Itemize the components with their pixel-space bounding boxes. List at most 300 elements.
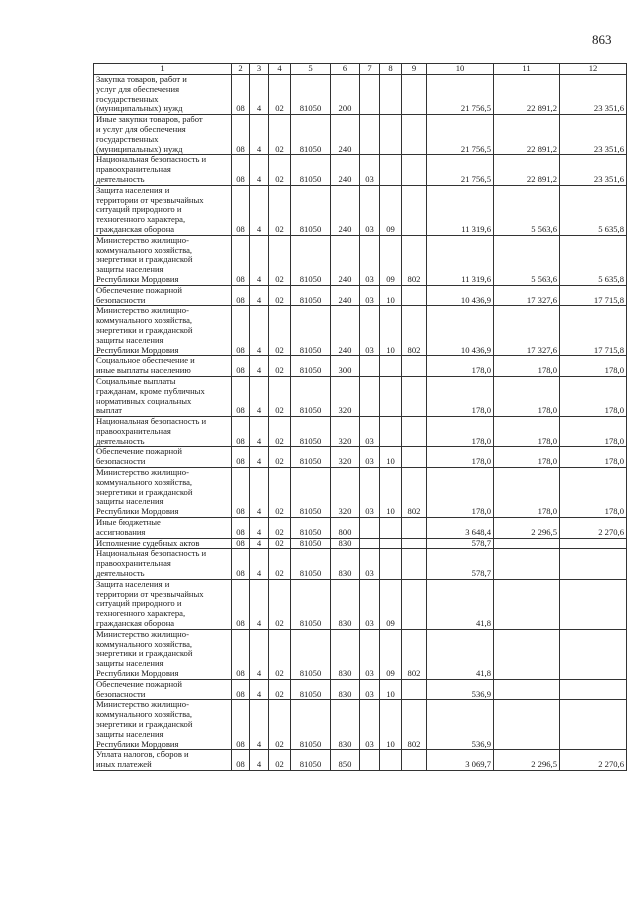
description-line: (муниципальных) нужд [96,143,183,154]
code-cell [380,376,402,416]
description-line: государственных [96,133,159,144]
code-cell: 200 [331,75,360,115]
code-cell: 02 [269,75,291,115]
code-cell: 08 [232,549,250,579]
table-row [94,155,627,185]
code-cell [402,538,427,549]
code-cell: 09 [380,579,402,629]
amount-cell: 178,0 [427,417,494,447]
description-line: коммунального хозяйства, [96,315,193,326]
description-line: Республики Мордовия [96,506,179,517]
amount-cell: 178,0 [560,417,627,447]
amount-cell: 10 436,9 [427,285,494,306]
amount-cell: 178,0 [494,468,560,518]
description-line: ассигнования [96,526,146,537]
code-cell: 08 [232,447,250,468]
code-cell [360,75,380,115]
code-cell: 81050 [291,376,331,416]
code-cell [380,750,402,771]
amount-cell: 178,0 [560,376,627,416]
table-row [94,679,627,700]
code-cell: 10 [380,447,402,468]
amount-cell: 5 635,8 [560,185,627,235]
code-cell: 81050 [291,185,331,235]
code-cell [402,155,427,185]
amount-cell [494,579,560,629]
code-cell [360,115,380,155]
code-cell: 03 [360,185,380,235]
code-cell: 08 [232,285,250,306]
code-cell: 4 [250,155,269,185]
code-cell: 02 [269,155,291,185]
code-cell: 802 [402,235,427,285]
code-cell [380,549,402,579]
code-cell: 08 [232,115,250,155]
code-cell: 240 [331,235,360,285]
code-cell: 81050 [291,417,331,447]
code-cell: 240 [331,306,360,356]
code-cell: 81050 [291,579,331,629]
amount-cell: 178,0 [427,447,494,468]
amount-cell: 22 891,2 [494,155,560,185]
amount-cell: 41,8 [427,629,494,679]
code-cell [380,356,402,377]
amount-cell: 578,7 [427,549,494,579]
code-cell: 4 [250,235,269,285]
code-cell: 320 [331,417,360,447]
amount-cell: 178,0 [560,356,627,377]
code-cell: 03 [360,417,380,447]
amount-cell: 3 648,4 [427,518,494,539]
code-cell: 4 [250,549,269,579]
code-cell: 02 [269,447,291,468]
code-cell: 81050 [291,285,331,306]
amount-cell: 2 296,5 [494,750,560,771]
code-cell: 4 [250,185,269,235]
amount-cell: 178,0 [494,356,560,377]
code-cell: 4 [250,285,269,306]
amount-cell: 178,0 [494,417,560,447]
code-cell: 81050 [291,750,331,771]
code-cell: 81050 [291,549,331,579]
code-cell: 4 [250,447,269,468]
table-row [94,700,627,750]
code-cell: 802 [402,468,427,518]
row-description [94,376,232,416]
description-line: деятельность [96,568,145,579]
amount-cell: 17 327,6 [494,285,560,306]
code-cell: 81050 [291,75,331,115]
amount-cell: 5 635,8 [560,235,627,285]
description-line: правоохранительная [96,558,171,569]
row-description [94,538,232,549]
table-row [94,75,627,115]
amount-cell: 5 563,6 [494,185,560,235]
row-description [94,185,232,235]
code-cell [380,417,402,447]
description-line: нормативных социальных [96,395,192,406]
row-description [94,155,232,185]
code-cell: 03 [360,549,380,579]
code-cell: 09 [380,235,402,285]
row-description [94,468,232,518]
code-cell: 81050 [291,235,331,285]
row-description [94,285,232,306]
amount-cell [560,579,627,629]
column-header: 11 [494,64,560,75]
code-cell [360,518,380,539]
row-description [94,549,232,579]
code-cell [360,538,380,549]
code-cell: 81050 [291,629,331,679]
row-description [94,579,232,629]
description-line: государственных [96,93,159,104]
code-cell: 08 [232,417,250,447]
description-line: коммунального хозяйства, [96,476,193,487]
description-line: Закупка товаров, работ и [96,74,187,84]
column-header: 1 [94,64,232,75]
column-header: 2 [232,64,250,75]
description-line: коммунального хозяйства, [96,244,193,255]
code-cell: 830 [331,549,360,579]
code-cell: 4 [250,356,269,377]
description-line: Республики Мордовия [96,344,179,355]
description-line: Министерство жилищно- [96,699,189,710]
description-line: энергетики и гражданской [96,486,193,497]
code-cell: 08 [232,185,250,235]
description-line: территории от чрезвычайных [96,588,204,599]
table-row [94,538,627,549]
code-cell: 240 [331,285,360,306]
amount-cell: 21 756,5 [427,75,494,115]
code-cell: 02 [269,468,291,518]
description-line: гражданам, кроме публичных [96,385,205,396]
code-cell: 08 [232,538,250,549]
code-cell: 4 [250,376,269,416]
amount-cell: 2 270,6 [560,518,627,539]
code-cell: 320 [331,468,360,518]
description-line: энергетики и гражданской [96,719,193,729]
code-cell: 03 [360,579,380,629]
table-row [94,115,627,155]
code-cell: 03 [360,306,380,356]
amount-cell: 11 319,6 [427,185,494,235]
amount-cell: 23 351,6 [560,115,627,155]
code-cell: 4 [250,75,269,115]
description-line: ситуаций природного и [96,204,182,215]
code-cell: 830 [331,629,360,679]
code-cell [380,155,402,185]
description-line: безопасности [96,688,146,699]
amount-cell [560,538,627,549]
description-line: иные выплаты населению [96,365,191,376]
code-cell [402,356,427,377]
description-line: выплат [96,405,123,416]
code-cell [402,75,427,115]
row-description [94,235,232,285]
description-line: Уплата налогов, сборов и [96,749,189,760]
table-row [94,447,627,468]
code-cell [402,750,427,771]
row-description [94,629,232,679]
amount-cell: 536,9 [427,700,494,750]
description-line: (муниципальных) нужд [96,103,183,114]
description-line: защиты населения [96,264,164,275]
description-line: Министерство жилищно- [96,234,189,245]
amount-cell: 17 715,8 [560,306,627,356]
code-cell [360,376,380,416]
code-cell: 320 [331,376,360,416]
row-description [94,447,232,468]
table-row [94,750,627,771]
amount-cell: 21 756,5 [427,115,494,155]
description-line: правоохранительная [96,425,171,436]
code-cell: 09 [380,185,402,235]
column-header: 9 [402,64,427,75]
amount-cell: 41,8 [427,579,494,629]
description-line: услуг для обеспечения [96,83,180,94]
description-line: Социальные выплаты [96,375,176,386]
code-cell: 03 [360,155,380,185]
table-row [94,185,627,235]
code-cell: 08 [232,468,250,518]
amount-cell: 178,0 [494,447,560,468]
table-row [94,549,627,579]
code-cell: 08 [232,750,250,771]
row-description [94,115,232,155]
code-cell: 02 [269,518,291,539]
column-header: 6 [331,64,360,75]
code-cell: 02 [269,679,291,700]
amount-cell [560,679,627,700]
amount-cell: 17 715,8 [560,285,627,306]
description-line: энергетики и гражданской [96,254,193,265]
amount-cell: 10 436,9 [427,306,494,356]
code-cell: 240 [331,185,360,235]
amount-cell: 178,0 [427,356,494,377]
description-line: Министерство жилищно- [96,305,189,316]
code-cell: 10 [380,306,402,356]
code-cell: 08 [232,518,250,539]
budget-table [93,63,627,771]
amount-cell [494,538,560,549]
code-cell: 02 [269,115,291,155]
code-cell: 02 [269,700,291,750]
description-line: и услуг для обеспечения [96,123,186,134]
code-cell: 4 [250,750,269,771]
row-description [94,518,232,539]
code-cell: 81050 [291,306,331,356]
code-cell: 830 [331,579,360,629]
code-cell: 02 [269,750,291,771]
description-line: Иные закупки товаров, работ [96,114,203,125]
description-line: Защита населения и [96,578,170,589]
code-cell: 08 [232,356,250,377]
code-cell: 09 [380,629,402,679]
code-cell: 240 [331,115,360,155]
description-line: Исполнение судебных актов [96,537,200,548]
code-cell: 08 [232,376,250,416]
amount-cell: 22 891,2 [494,75,560,115]
amount-cell: 178,0 [560,468,627,518]
code-cell [380,75,402,115]
code-cell [360,750,380,771]
column-header: 12 [560,64,627,75]
amount-cell: 23 351,6 [560,155,627,185]
description-line: техногенного характера, [96,608,186,619]
table-header-row [94,64,627,75]
description-line: иных платежей [96,759,152,770]
description-line: территории от чрезвычайных [96,194,204,205]
column-header: 8 [380,64,402,75]
code-cell [380,518,402,539]
description-line: техногенного характера, [96,214,186,225]
code-cell: 81050 [291,468,331,518]
description-line: ситуаций природного и [96,598,182,609]
code-cell: 08 [232,306,250,356]
table-row [94,306,627,356]
row-description [94,700,232,750]
description-line: безопасности [96,294,146,305]
code-cell: 320 [331,447,360,468]
table-row [94,376,627,416]
table-body [94,75,627,771]
code-cell: 08 [232,700,250,750]
amount-cell [494,629,560,679]
description-line: гражданская оборона [96,223,175,234]
description-line: Защита населения и [96,184,170,195]
amount-cell: 23 351,6 [560,75,627,115]
description-line: Министерство жилищно- [96,628,189,639]
code-cell: 02 [269,417,291,447]
code-cell: 81050 [291,356,331,377]
description-line: защиты населения [96,334,164,345]
amount-cell [560,629,627,679]
page-number: 863 [592,32,612,47]
code-cell: 4 [250,518,269,539]
code-cell: 830 [331,538,360,549]
table-row [94,629,627,679]
code-cell: 02 [269,356,291,377]
row-description [94,679,232,700]
code-cell: 02 [269,579,291,629]
description-line: Обеспечение пожарной [96,284,183,295]
code-cell: 81050 [291,115,331,155]
code-cell: 02 [269,376,291,416]
code-cell: 08 [232,579,250,629]
amount-cell: 178,0 [494,376,560,416]
code-cell: 03 [360,468,380,518]
column-header: 3 [250,64,269,75]
description-line: коммунального хозяйства, [96,709,193,720]
code-cell [402,679,427,700]
code-cell: 08 [232,75,250,115]
description-line: гражданская оборона [96,618,175,629]
amount-cell [494,679,560,700]
code-cell [380,115,402,155]
table-row [94,518,627,539]
code-cell: 830 [331,679,360,700]
description-line: коммунального хозяйства, [96,638,193,649]
code-cell [402,376,427,416]
row-description [94,750,232,771]
code-cell [402,115,427,155]
column-header: 10 [427,64,494,75]
code-cell: 240 [331,155,360,185]
code-cell: 850 [331,750,360,771]
code-cell: 10 [380,679,402,700]
code-cell: 02 [269,285,291,306]
description-line: Иные бюджетные [96,517,161,528]
amount-cell [494,700,560,750]
description-line: энергетики и гражданской [96,324,193,335]
table-row [94,235,627,285]
description-line: правоохранительная [96,164,171,175]
code-cell: 03 [360,235,380,285]
amount-cell [560,700,627,750]
table-row [94,356,627,377]
code-cell: 02 [269,306,291,356]
amount-cell: 22 891,2 [494,115,560,155]
code-cell: 10 [380,468,402,518]
row-description [94,417,232,447]
column-header: 7 [360,64,380,75]
code-cell: 4 [250,115,269,155]
code-cell: 02 [269,629,291,679]
amount-cell: 21 756,5 [427,155,494,185]
code-cell [402,549,427,579]
code-cell: 4 [250,538,269,549]
code-cell: 830 [331,700,360,750]
code-cell: 03 [360,629,380,679]
code-cell [402,185,427,235]
description-line: защиты населения [96,728,164,739]
amount-cell: 17 327,6 [494,306,560,356]
code-cell: 10 [380,700,402,750]
description-line: Республики Мордовия [96,738,179,749]
code-cell: 08 [232,679,250,700]
description-line: защиты населения [96,658,164,669]
code-cell: 03 [360,679,380,700]
amount-cell: 178,0 [427,468,494,518]
code-cell: 4 [250,679,269,700]
code-cell: 02 [269,235,291,285]
code-cell [402,518,427,539]
code-cell: 81050 [291,679,331,700]
row-description [94,306,232,356]
code-cell: 4 [250,629,269,679]
description-line: Национальная безопасность и [96,416,207,427]
description-line: Обеспечение пожарной [96,678,183,689]
code-cell: 08 [232,155,250,185]
code-cell: 02 [269,549,291,579]
code-cell: 08 [232,629,250,679]
description-line: деятельность [96,435,145,446]
amount-cell: 3 069,7 [427,750,494,771]
description-line: Обеспечение пожарной [96,446,183,457]
table-row [94,579,627,629]
code-cell [360,356,380,377]
code-cell: 10 [380,285,402,306]
description-line: Национальная безопасность и [96,548,207,559]
code-cell: 802 [402,700,427,750]
code-cell: 4 [250,468,269,518]
row-description [94,75,232,115]
code-cell: 4 [250,700,269,750]
amount-cell: 5 563,6 [494,235,560,285]
description-line: Министерство жилищно- [96,467,189,478]
description-line: Республики Мордовия [96,273,179,284]
